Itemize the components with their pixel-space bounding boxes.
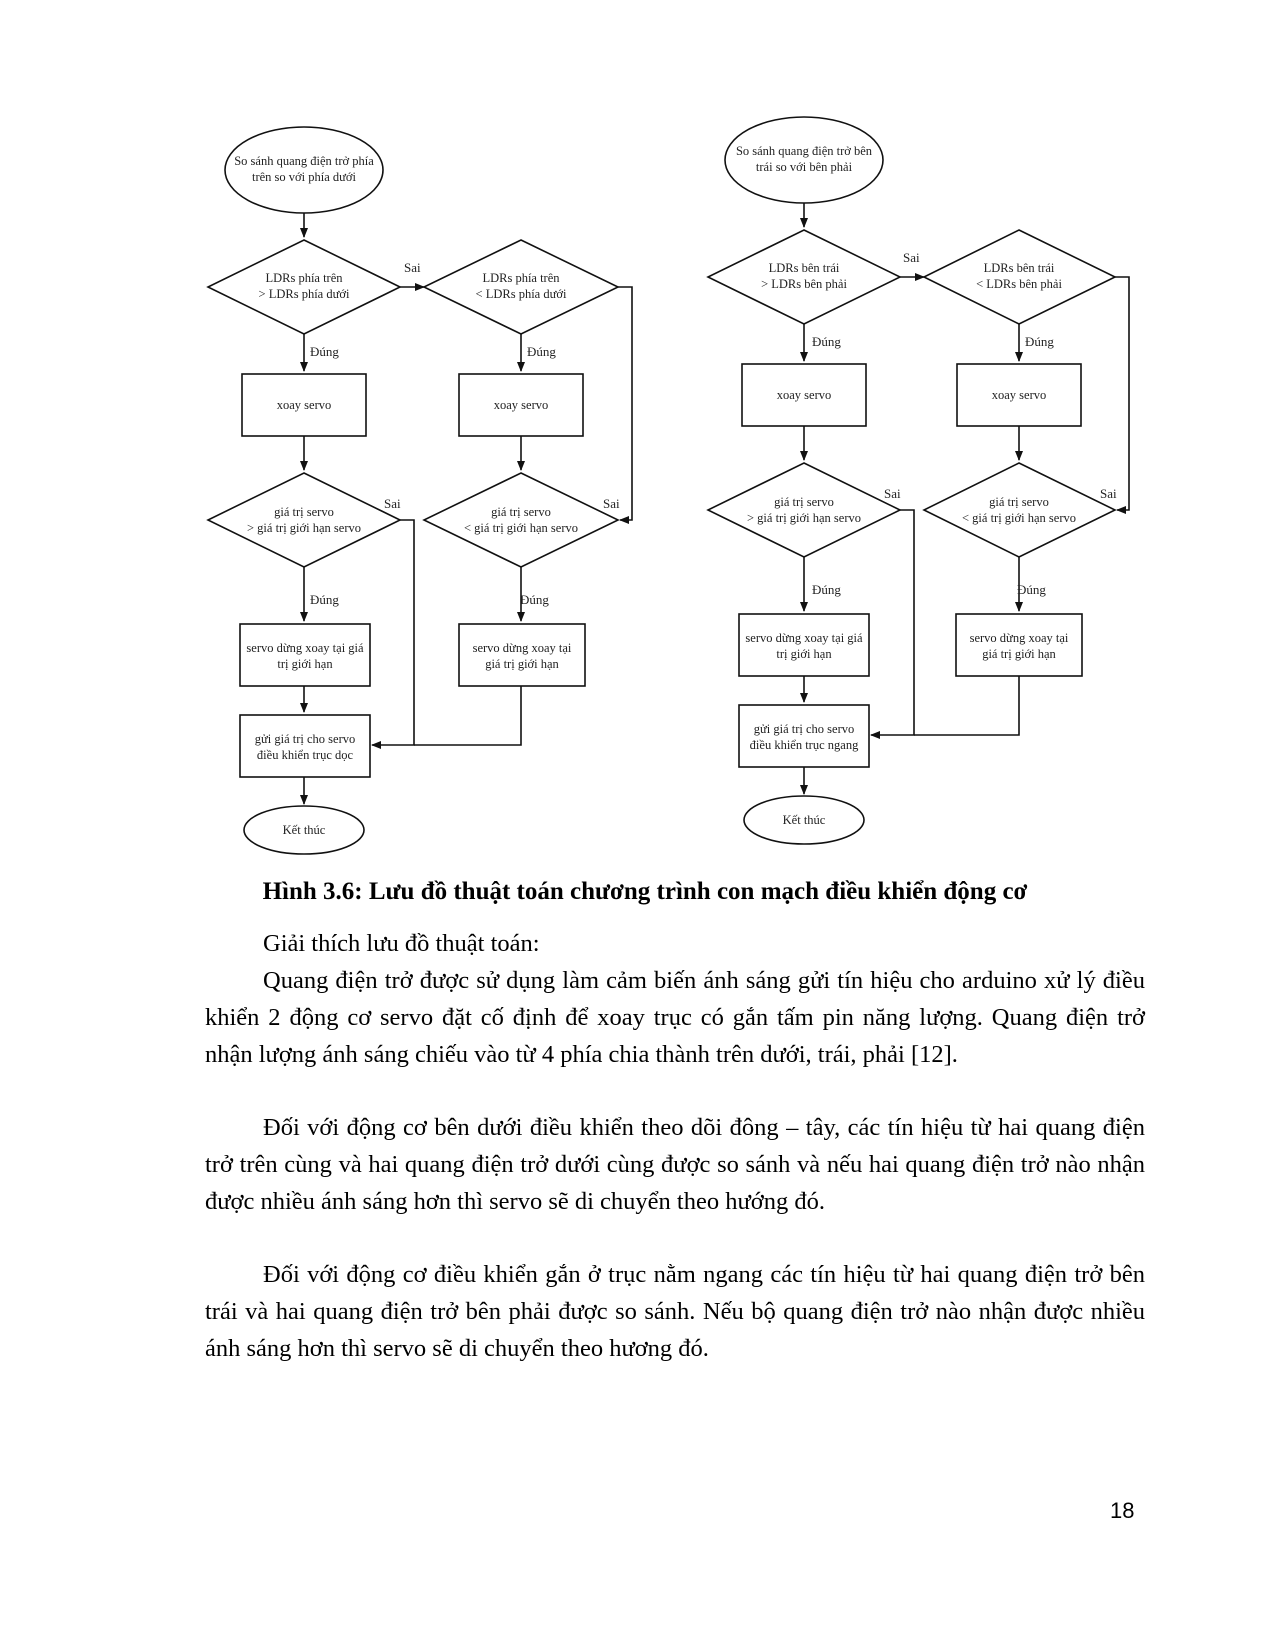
right-cond2-line1: LDRs bên trái <box>983 261 1055 275</box>
left-stop1-line2: trị giới hạn <box>277 657 333 671</box>
left-no-label-2: Sai <box>384 496 401 511</box>
right-cond2-line2: < LDRs bên phải <box>976 277 1062 291</box>
left-no-label-3: Sai <box>603 496 620 511</box>
left-start-line1: So sánh quang điện trở phía <box>234 154 374 168</box>
left-check2-line2: < giá trị giới hạn servo <box>464 521 578 535</box>
right-cond1-line2: > LDRs bên phải <box>761 277 847 291</box>
paragraph-intro <box>205 925 1145 962</box>
paragraph-3-text: Đối với động cơ điều khiển gắn ở trục nằm ngang các tín hiệu từ hai quang điện trở bên trái và hai quang điện trở bên phải được so sánh. Nếu bộ quang điện trở nào nhận được nhiều ánh sáng hơn thì servo sẽ di chuyển theo hương đó. <box>205 1261 1145 1362</box>
right-check1-line2: > giá trị giới hạn servo <box>747 511 861 525</box>
left-stop1-line1: servo dừng xoay tại giá <box>246 641 364 655</box>
right-no-label-2: Sai <box>884 486 901 501</box>
left-check2-diamond <box>424 473 618 567</box>
left-stop1-box <box>240 624 370 686</box>
right-check2-line1: giá trị servo <box>989 495 1049 509</box>
left-action1-label: xoay servo <box>276 398 332 412</box>
right-yes-label-4: Đúng <box>1017 582 1046 597</box>
right-no-label-3: Sai <box>1100 486 1117 501</box>
left-send-line2: điều khiển trục dọc <box>256 748 354 762</box>
right-yes-label-3: Đúng <box>812 582 841 597</box>
right-yes-label-1: Đúng <box>812 334 841 349</box>
right-action1-label: xoay servo <box>776 388 832 402</box>
page-number: 18 <box>1110 1498 1135 1523</box>
left-send-box <box>240 715 370 777</box>
right-send-box <box>739 705 869 767</box>
right-no-label-1: Sai <box>903 250 920 265</box>
right-check2-line2: < giá trị giới hạn servo <box>962 511 1076 525</box>
left-check1-line1: giá trị servo <box>274 505 334 519</box>
paragraph-3 <box>205 1256 1145 1367</box>
right-check1-line1: giá trị servo <box>774 495 834 509</box>
right-stop1-box <box>739 614 869 676</box>
right-check2-diamond <box>924 463 1115 557</box>
right-yes-label-2: Đúng <box>1025 334 1054 349</box>
left-yes-label-3: Đúng <box>310 592 339 607</box>
left-no-label-1: Sai <box>404 260 421 275</box>
left-yes-label-2: Đúng <box>527 344 556 359</box>
right-cond2-false-path <box>1115 277 1129 510</box>
right-start-line1: So sánh quang điện trở bên <box>735 144 873 158</box>
right-stop2-box <box>956 614 1082 676</box>
left-send-line1: gửi giá trị cho servo <box>254 732 356 746</box>
left-check1-diamond <box>208 473 400 567</box>
left-check1-line2: > giá trị giới hạn servo <box>247 521 361 535</box>
right-stop2-line1: servo dừng xoay tại <box>969 631 1069 645</box>
right-stop1-line1: servo dừng xoay tại giá <box>745 631 863 645</box>
left-start-line2: trên so với phía dưới <box>251 170 357 184</box>
right-send-line2: điều khiển trục ngang <box>749 738 859 752</box>
left-stop2-box <box>459 624 585 686</box>
left-cond1-line1: LDRs phía trên <box>265 271 343 285</box>
right-send-line1: gửi giá trị cho servo <box>753 722 855 736</box>
right-check1-false-path <box>871 510 914 735</box>
left-yes-label-4: Đúng <box>520 592 549 607</box>
left-cond2-line1: LDRs phía trên <box>482 271 560 285</box>
left-check1-false-path <box>372 520 414 745</box>
left-cond2-false-path <box>618 287 632 520</box>
paragraph-1-text: Quang điện trở được sử dụng làm cảm biến ánh sáng gửi tín hiệu cho arduino xử lý điều khiển 2 động cơ servo đặt cố định để xoay trục có gắn tấm pin năng lượng. Quang điện trở nhận lượng ánh sáng chiếu vào từ 4 phía chia thành trên dưới, trái, phải [12]. <box>205 967 1145 1068</box>
right-end-label: Kết thúc <box>782 813 826 827</box>
paragraph-2-text: Đối với động cơ bên dưới điều khiển theo dõi đông – tây, các tín hiệu từ hai quang điện trở trên cùng và hai quang điện trở dưới cùng được so sánh và nếu hai quang điện trở nào nhận được nhiều ánh sáng hơn thì servo sẽ di chuyển theo hướng đó. <box>205 1114 1145 1215</box>
right-check1-diamond <box>708 463 900 557</box>
left-check2-line1: giá trị servo <box>491 505 551 519</box>
paragraph-1 <box>205 962 1145 1073</box>
left-yes-label-1: Đúng <box>310 344 339 359</box>
right-cond1-line1: LDRs bên trái <box>768 261 840 275</box>
figure-caption: Hình 3.6: Lưu đồ thuật toán chương trình con mạch điều khiển động cơ <box>262 878 1028 905</box>
left-stop2-line2: giá trị giới hạn <box>485 657 559 671</box>
left-cond2-line2: < LDRs phía dưới <box>475 287 567 301</box>
paragraph-intro-text: Giải thích lưu đồ thuật toán: <box>263 930 540 957</box>
left-cond1-line2: > LDRs phía dưới <box>258 287 350 301</box>
left-action2-label: xoay servo <box>493 398 549 412</box>
right-stop2-line2: giá trị giới hạn <box>982 647 1056 661</box>
paragraph-2 <box>205 1109 1145 1220</box>
right-action2-label: xoay servo <box>991 388 1047 402</box>
left-end-label: Kết thúc <box>282 823 326 837</box>
right-start-line2: trái so với bên phải <box>755 160 853 174</box>
right-stop1-line2: trị giới hạn <box>776 647 832 661</box>
left-stop2-line1: servo dừng xoay tại <box>472 641 572 655</box>
